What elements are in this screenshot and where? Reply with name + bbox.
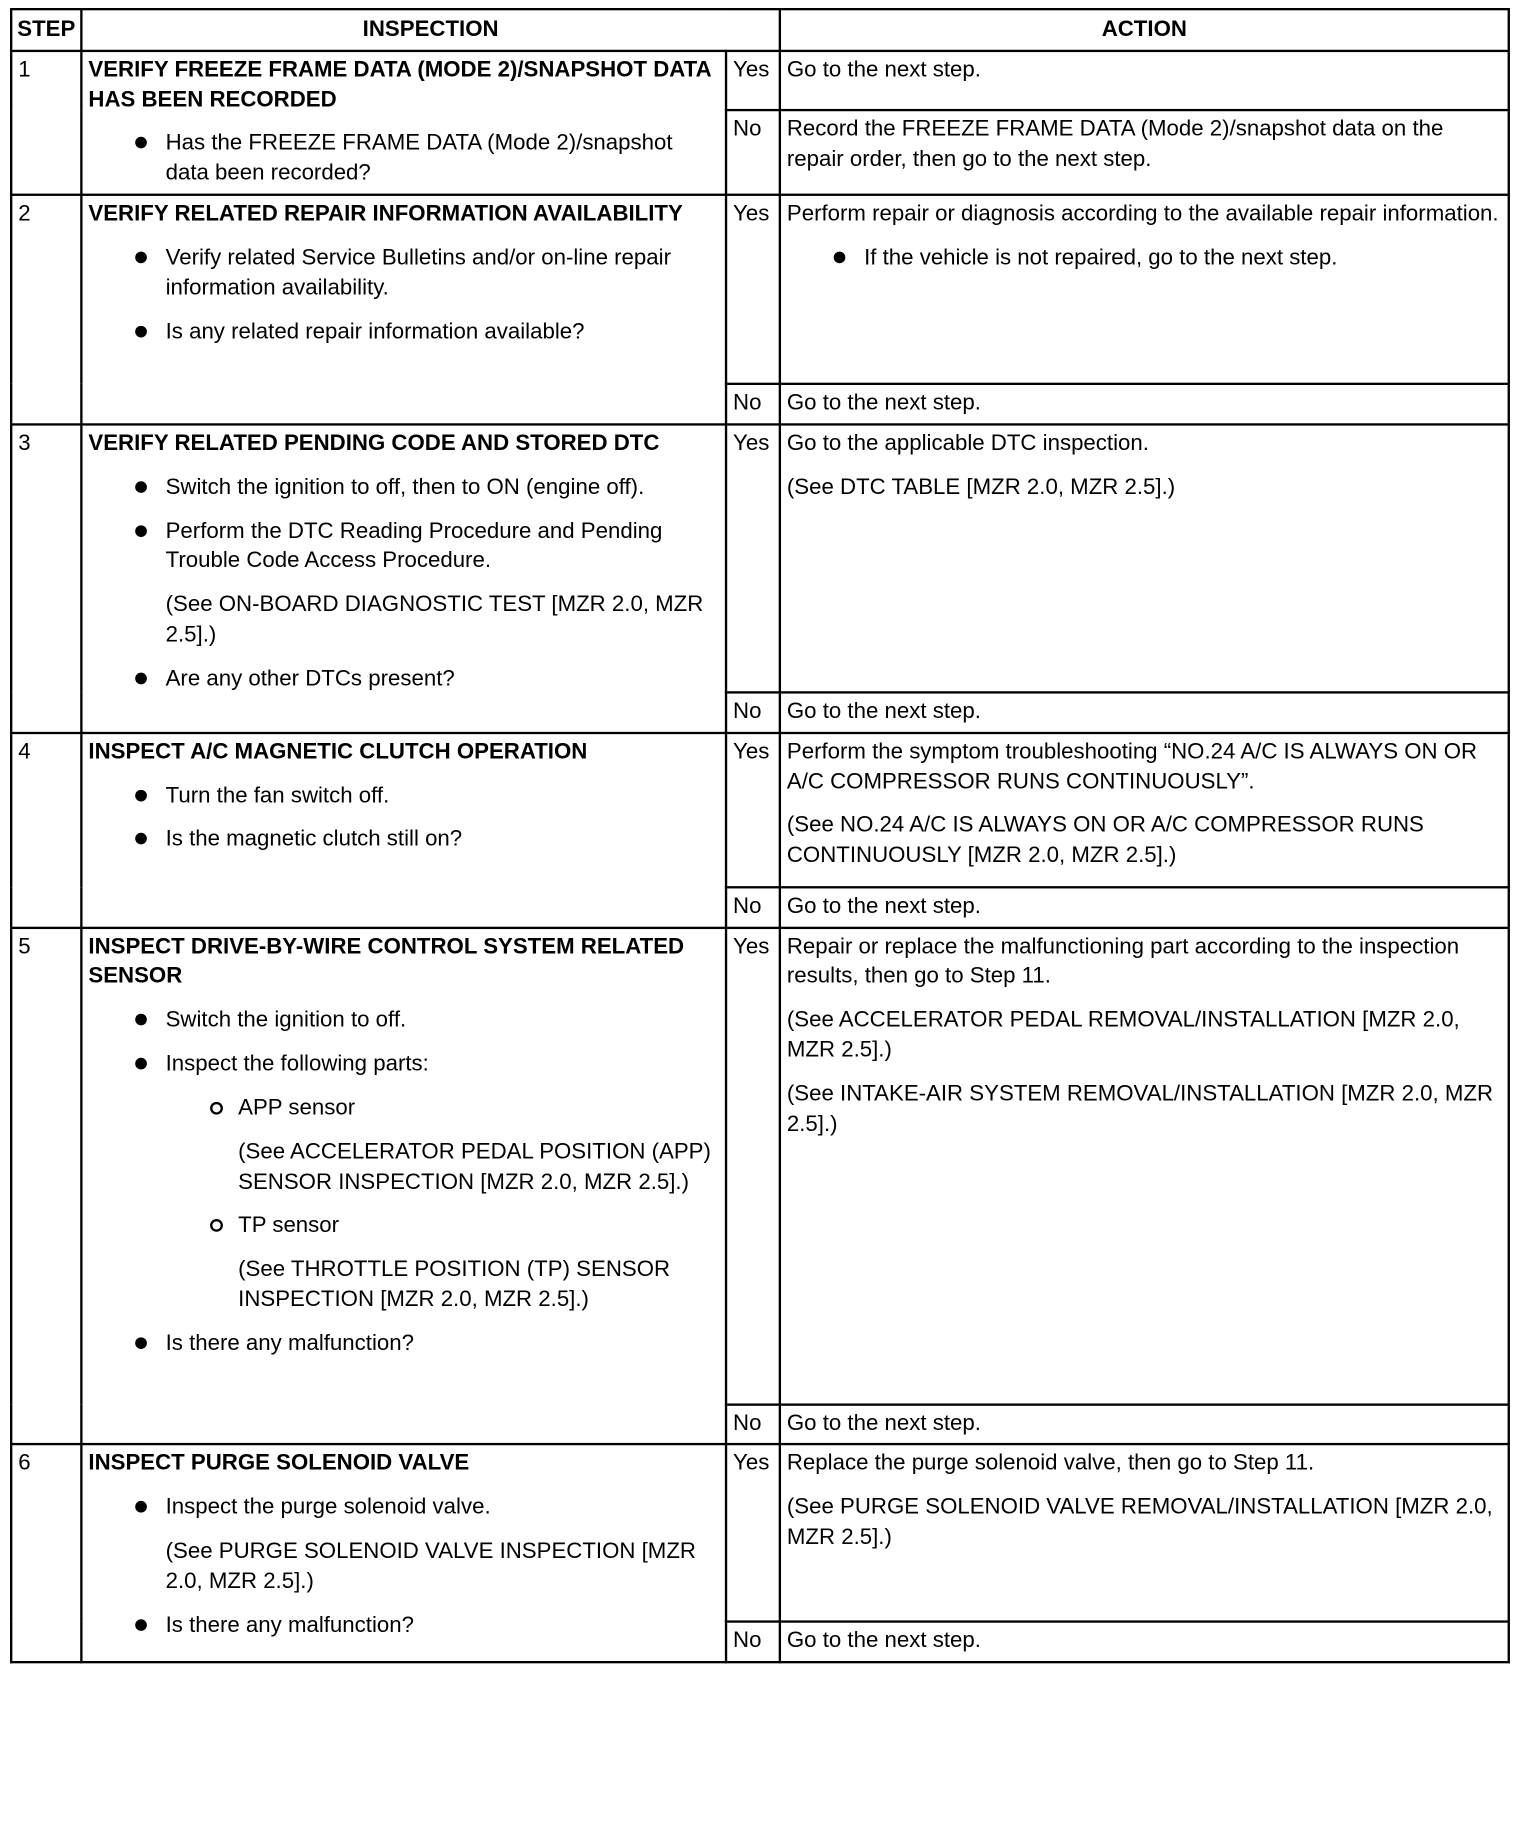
step-4-yes-row: [11, 733, 1509, 887]
inspection-bullet: Inspect the following parts:: [88, 1050, 719, 1080]
header-row: [11, 9, 1509, 51]
action-reference: (See ACCELERATOR PEDAL REMOVAL/INSTALLATION [MZR 2.0, MZR 2.5].): [786, 1008, 1460, 1063]
no-action: [780, 384, 1509, 424]
inspection-title: INSPECT PURGE SOLENOID VALVE: [88, 1451, 470, 1476]
inspection-title: VERIFY FREEZE FRAME DATA (MODE 2)/SNAPSHOT DATA HAS BEEN RECORDED: [88, 57, 711, 113]
action-text: Go to the next step.: [786, 894, 981, 919]
header-action: ACTION: [780, 9, 1509, 51]
inspection-bullet: Is there any malfunction?: [88, 1611, 719, 1641]
yes-action: [780, 927, 1509, 1404]
action-text: Go to the next step.: [786, 1411, 981, 1436]
inspection-bullet: Is the magnetic clutch still on?: [88, 825, 719, 855]
action-reference: (See INTAKE-AIR SYSTEM REMOVAL/INSTALLATION [MZR 2.0, MZR 2.5].): [786, 1082, 1494, 1137]
inspection-note: (See PURGE SOLENOID VALVE INSPECTION [MZR 2.0, MZR 2.5].): [165, 1539, 696, 1594]
yes-action: [780, 195, 1509, 384]
no-label: No: [726, 1404, 780, 1444]
no-action: [780, 887, 1509, 927]
action-text: Replace the purge solenoid valve, then go to Step 11.: [786, 1451, 1315, 1476]
inspection-title: VERIFY RELATED REPAIR INFORMATION AVAILABILITY: [88, 201, 683, 227]
inspection-bullet: Switch the ignition to off, then to ON (engine off).: [88, 473, 719, 503]
step-number: 1: [11, 51, 81, 195]
inspection-title: INSPECT A/C MAGNETIC CLUTCH OPERATION: [88, 739, 588, 765]
yes-label: Yes: [726, 424, 780, 692]
step-number: 3: [11, 424, 81, 732]
inspection-note: (See ON-BOARD DIAGNOSTIC TEST [MZR 2.0, MZR 2.5].): [165, 592, 704, 648]
inspection-bullet: Inspect the purge solenoid valve.: [88, 1493, 719, 1523]
action-text: Repair or replace the malfunctioning part according to the inspection results, then go to Step 11.: [786, 934, 1460, 989]
yes-label: Yes: [726, 195, 780, 384]
no-action: [780, 1622, 1509, 1662]
action-reference: (See NO.24 A/C IS ALWAYS ON OR A/C COMPRESSOR RUNS CONTINUOUSLY [MZR 2.0, MZR 2.5].): [786, 813, 1424, 868]
yes-action: [780, 51, 1509, 110]
step-number: 4: [11, 733, 81, 928]
action-reference: (See DTC TABLE [MZR 2.0, MZR 2.5].): [786, 475, 1176, 500]
inspection-cell: [81, 927, 726, 1444]
step-number: 2: [11, 195, 81, 424]
page: [10, 8, 1520, 1664]
no-label: No: [726, 384, 780, 424]
inspection-bullet: Turn the fan switch off.: [88, 781, 719, 811]
yes-label: Yes: [726, 1445, 780, 1622]
inspection-title: VERIFY RELATED PENDING CODE AND STORED DTC: [88, 431, 660, 456]
action-text: Go to the applicable DTC inspection.: [786, 431, 1149, 456]
inspection-bullet: Has the FREEZE FRAME DATA (Mode 2)/snapshot data been recorded?: [88, 129, 719, 189]
inspection-title: INSPECT DRIVE-BY-WIRE CONTROL SYSTEM RELATED SENSOR: [88, 934, 685, 989]
yes-action: [780, 424, 1509, 692]
action-text: Go to the next step.: [786, 1629, 981, 1654]
action-text: Go to the next step.: [786, 57, 981, 83]
action-text: Record the FREEZE FRAME DATA (Mode 2)/snapshot data on the repair order, then go to the next step.: [786, 116, 1444, 172]
inspection-cell: [81, 51, 726, 195]
no-label: No: [726, 110, 780, 195]
step-number: 6: [11, 1445, 81, 1663]
step-5-yes-row: [11, 927, 1509, 1404]
action-text: Go to the next step.: [786, 699, 981, 724]
inspection-bullet: Switch the ignition to off.: [88, 1006, 719, 1036]
inspection-subitem: TP sensor: [88, 1211, 719, 1241]
step-2-yes-row: [11, 195, 1509, 384]
inspection-subnote: (See ACCELERATOR PEDAL POSITION (APP) SENSOR INSPECTION [MZR 2.0, MZR 2.5].): [238, 1139, 711, 1195]
inspection-subitem: APP sensor: [88, 1094, 719, 1124]
inspection-cell: [81, 1445, 726, 1663]
action-text: Go to the next step.: [786, 390, 981, 416]
header-inspection: INSPECTION: [81, 9, 779, 51]
yes-action: [780, 1445, 1509, 1622]
inspection-cell: [81, 195, 726, 424]
inspection-cell: [81, 733, 726, 928]
step-number: 5: [11, 927, 81, 1444]
yes-action: [780, 733, 1509, 887]
yes-label: Yes: [726, 51, 780, 110]
step-1-yes-row: [11, 51, 1509, 110]
no-action: [780, 110, 1509, 195]
action-reference: (See PURGE SOLENOID VALVE REMOVAL/INSTALLATION [MZR 2.0, MZR 2.5].): [786, 1495, 1493, 1550]
step-3-yes-row: [11, 424, 1509, 692]
no-label: No: [726, 887, 780, 927]
inspection-cell: [81, 424, 726, 732]
no-label: No: [726, 692, 780, 732]
inspection-bullet: Verify related Service Bulletins and/or on-line repair information availability.: [88, 243, 719, 303]
inspection-bullet: Perform the DTC Reading Procedure and Pending Trouble Code Access Procedure.: [88, 517, 719, 577]
action-text: Perform the symptom troubleshooting “NO.24 A/C IS ALWAYS ON OR A/C COMPRESSOR RUNS CONTINUOUSLY”.: [786, 739, 1478, 795]
no-action: [780, 1404, 1509, 1444]
action-text: Perform repair or diagnosis according to the available repair information.: [786, 201, 1499, 227]
inspection-subnote: (See THROTTLE POSITION (TP) SENSOR INSPECTION [MZR 2.0, MZR 2.5].): [238, 1257, 671, 1312]
yes-label: Yes: [726, 927, 780, 1404]
header-step: STEP: [11, 9, 81, 51]
no-label: No: [726, 1622, 780, 1662]
diagnostic-table: [10, 8, 1510, 1664]
no-action: [780, 692, 1509, 732]
step-6-yes-row: [11, 1445, 1509, 1622]
inspection-bullet: Is any related repair information available?: [88, 317, 719, 347]
inspection-bullet: Is there any malfunction?: [88, 1329, 719, 1359]
inspection-bullet: Are any other DTCs present?: [88, 664, 719, 694]
yes-label: Yes: [726, 733, 780, 887]
action-bullet: If the vehicle is not repaired, go to the next step.: [787, 243, 1502, 273]
